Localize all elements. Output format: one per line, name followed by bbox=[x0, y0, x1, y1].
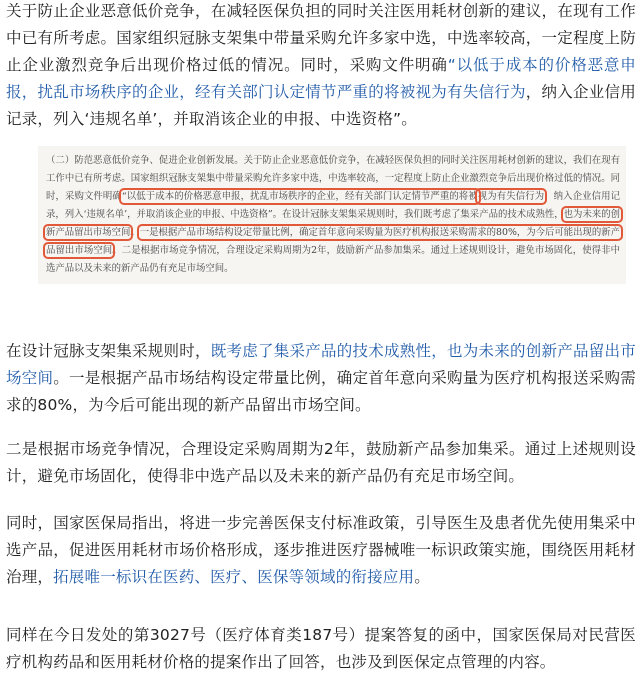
p2-text-b: 。一是根据产品市场结构设定带量比例，确定首年意向采购量为医疗机构报送采购需求的80%，为今后可能出现的新产品留出市场空间。 bbox=[6, 369, 637, 414]
p2-text-a: 在设计冠脉支架集采规则时， bbox=[6, 342, 211, 360]
paragraph-3 bbox=[6, 436, 636, 490]
intro-text-a: 关于防止企业恶意低价竞争，在减轻医保负担的同时关注医用耗材创新的建议，在现有工作中已有所考虑。国家组织冠脉支架集中带量采购允许多家中选，中选率较高，一定程度上防止企业激烈竞争后出现价格过低的情况。同时，采购文件明确 bbox=[6, 2, 636, 74]
excerpt-text-3: 。 bbox=[130, 227, 140, 238]
excerpt-boxed-1: “以低于成本的价格恶意申报，扰乱市场秩序的企业，经有关部门认定情节严重的将被 bbox=[121, 191, 478, 202]
intro-paragraph bbox=[6, 0, 636, 133]
p5-text: 同样在今日发处的第3027号（医疗体育类187号）提案答复的函中，国家医保局对民营医疗机构药品和医用耗材价格的提案作出了回答，也涉及到医保定点管理的内容。 bbox=[6, 626, 636, 671]
p4-text-a: 同时，国家医保局指出，将进一步完善医保支付标准政策，引导医生及患者优先使用集采中选产品，促进医用耗材市场价格形成，逐步推进医疗器械唯一标识政策实施，围绕医用耗材治理， bbox=[6, 514, 636, 586]
excerpt-boxed-3: 也为未来的创新产品留出市场空间 bbox=[46, 209, 620, 238]
p3-text: 二是根据市场竞争情况，合理设定采购周期为2年，鼓励新产品参加集采。通过上述规则设计，避免市场固化，使得非中选产品以及未来的新产品仍有充足市场空间。 bbox=[6, 440, 636, 485]
excerpt-text-4: 。二是根据市场竞争情况，合理设定采购周期为2年，鼓励新产品参加集采。通过上述规则设计，避免市场固化，使得非中选产品以及未来的新产品仍有充足市场空间。 bbox=[46, 245, 620, 274]
document-excerpt-image bbox=[38, 146, 626, 284]
intro-highlight: “以低于成本的价格恶意申报，扰乱市场秩序的企业，经有关部门认定情节严重的将被视为有失信行为 bbox=[6, 56, 636, 101]
excerpt-text-2: ，纳入企业信用记录，列入‘违规名单’，并取消该企业的申报、中选资格”。在设计冠脉支架集采规则时，我们既考虑了集采产品的技术成熟性， bbox=[46, 191, 620, 220]
paragraph-4 bbox=[6, 510, 636, 591]
paragraph-5 bbox=[6, 622, 636, 676]
excerpt-boxed-2: 视为有失信行为 bbox=[477, 191, 545, 202]
excerpt-text-1: （二）防范恶意低价竞争、促进企业创新发展。关于防止企业恶意低价竞争，在减轻医保负担的同时关注医用耗材创新的建议，我们在现有工作中已有所考虑。国家组织冠脉支架集中带量采购允许多家中选，中选率较高，一定程度上防止企业激烈竞争后出现价格过低的情况。同时，采购文件明确 bbox=[46, 155, 620, 202]
p4-text-b: 。 bbox=[414, 568, 430, 586]
excerpt-boxed-4: 一是根据产品市场结构设定带量比例，确定首年意向采购量为医疗机构报送采购需求的80%，为今后可能出现的新产品留出市场空间 bbox=[46, 227, 620, 256]
intro-text-b: ，纳入企业信用记录，列入‘违规名单’，并取消该企业的申报、中选资格”。 bbox=[6, 83, 636, 128]
p2-highlight: 既考虑了集采产品的技术成熟性，也为未来的创新产品留出市场空间 bbox=[6, 342, 636, 387]
paragraph-2 bbox=[6, 338, 636, 419]
p4-highlight: 拓展唯一标识在医药、医疗、医保等领域的衔接应用 bbox=[53, 568, 415, 586]
document-excerpt-text bbox=[46, 152, 620, 278]
